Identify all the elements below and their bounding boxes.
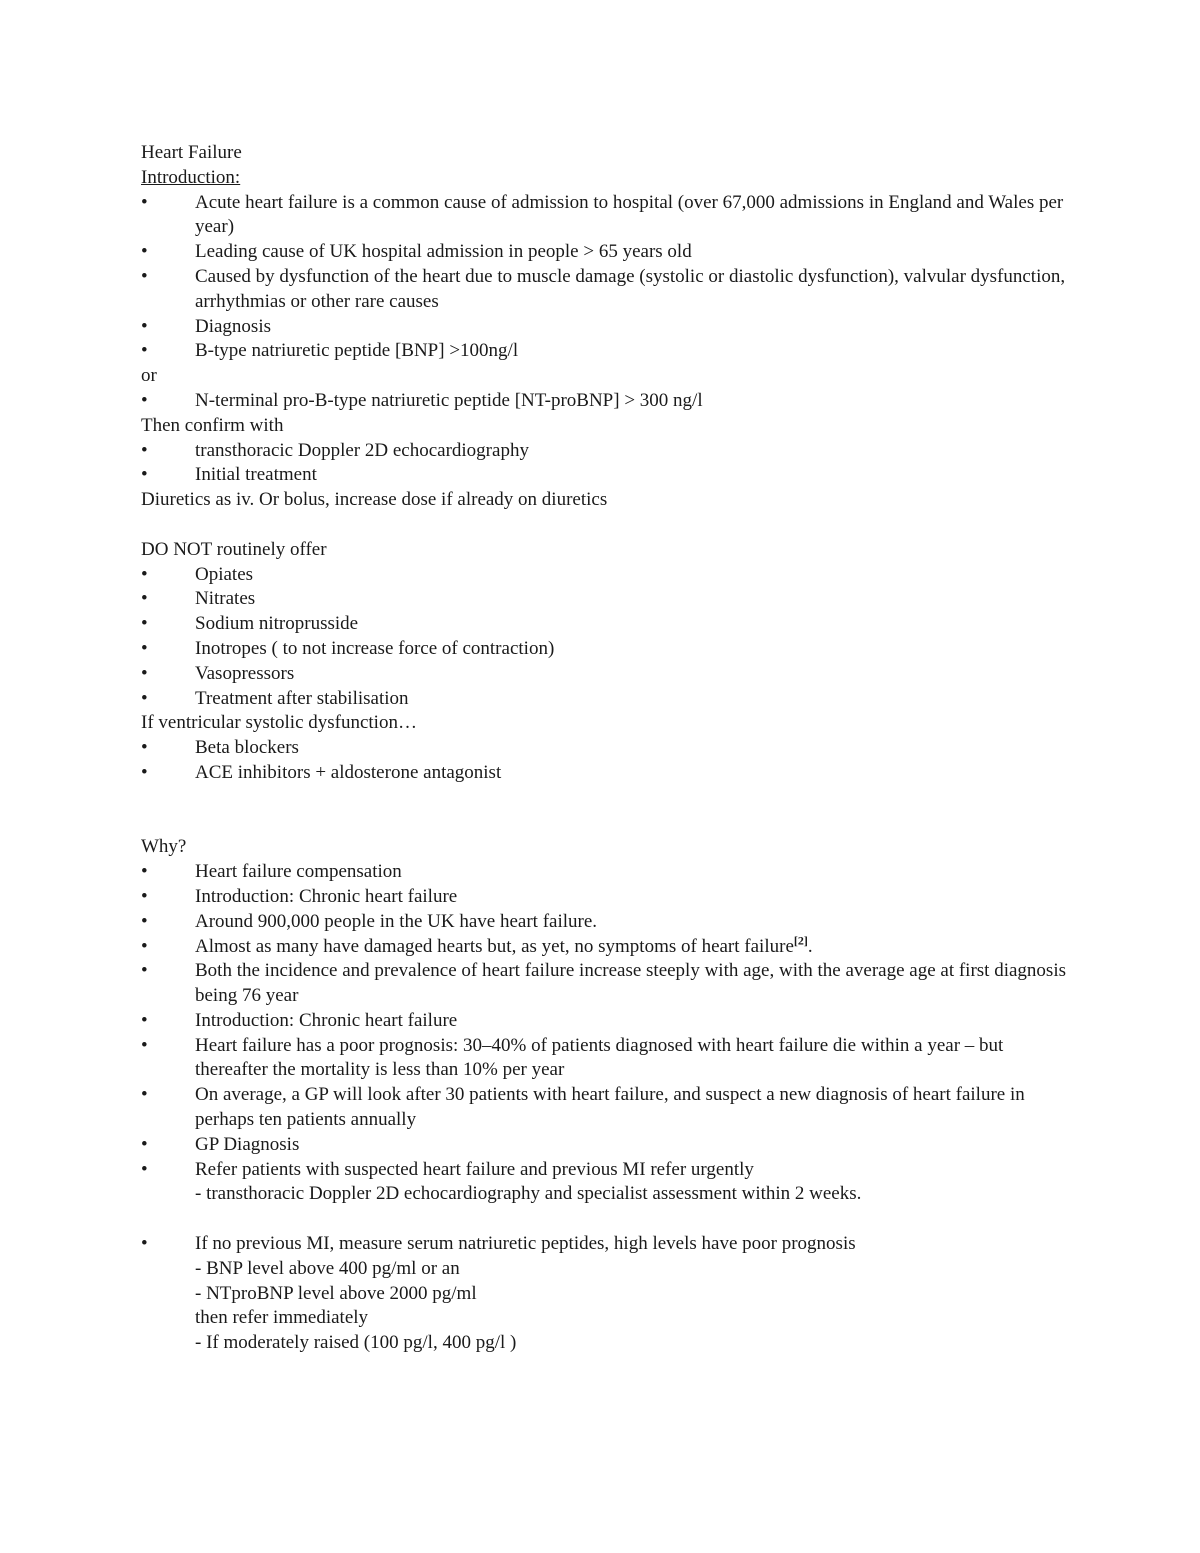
list-item: • Treatment after stabilisation <box>141 687 1066 712</box>
bullet-icon: • <box>141 960 148 982</box>
document-body <box>141 141 1066 1356</box>
bullet-icon: • <box>141 241 148 263</box>
sub-line: - If moderately raised (100 pg/l, 400 pg/l ) <box>195 1332 517 1354</box>
list-item: • Vasopressors <box>141 662 1066 687</box>
bullet-icon: • <box>141 861 148 883</box>
bullet-icon: • <box>141 662 148 684</box>
bullet-icon: • <box>141 315 148 337</box>
blank-line <box>141 786 1066 836</box>
or-text: or <box>141 365 157 387</box>
list-item: • On average, a GP will look after 30 patients with heart failure, and suspect a new diagnosis of heart failure in perhaps ten patients annually <box>141 1084 1025 1131</box>
list-item: • transthoracic Doppler 2D echocardiography <box>141 439 1066 464</box>
list-item: • Around 900,000 people in the UK have heart failure. <box>141 910 1066 935</box>
list-item: • Introduction: Chronic heart failure <box>141 885 1066 910</box>
reference-link[interactable]: [2] <box>793 933 808 948</box>
bullet-icon: • <box>141 1034 148 1056</box>
bullet-icon: • <box>141 439 148 461</box>
list-item: • Sodium nitroprusside <box>141 612 1066 637</box>
why-text: Why? <box>141 836 187 858</box>
bullet-icon: • <box>141 389 148 411</box>
list-item: • GP Diagnosis <box>141 1133 1066 1158</box>
bullet-icon: • <box>141 1009 148 1031</box>
do-not-heading: DO NOT routinely offer <box>141 538 327 560</box>
bullet-icon: • <box>141 464 148 486</box>
list-item: • Inotropes ( to not increase force of contraction) <box>141 637 1066 662</box>
blank-line <box>141 513 1066 538</box>
refer-sub-line: - transthoracic Doppler 2D echocardiography and specialist assessment within 2 weeks. <box>195 1183 862 1205</box>
list-item: • Caused by dysfunction of the heart due to muscle damage (systolic or diastolic dysfunction), valvular dysfunction, arrhythmias or other rare causes <box>141 265 1066 312</box>
bullet-icon: • <box>141 885 148 907</box>
list-item: • If no previous MI, measure serum natriuretic peptides, high levels have poor prognosis <box>141 1232 1066 1257</box>
list-item: • Heart failure compensation <box>141 860 1066 885</box>
intro-heading: Introduction: <box>141 166 241 188</box>
list-item: • Acute heart failure is a common cause of admission to hospital (over 67,000 admissions in England and Wales per year) <box>141 191 1064 238</box>
bullet-icon: • <box>141 737 148 759</box>
list-item: • Diagnosis <box>141 315 1066 340</box>
bullet-icon: • <box>141 1158 148 1180</box>
list-item: • B-type natriuretic peptide [BNP] >100ng/l <box>141 339 1066 364</box>
bullet-icon: • <box>141 613 148 635</box>
bullet-icon: • <box>141 935 148 957</box>
bullet-icon: • <box>141 687 148 709</box>
confirm-text: Then confirm with <box>141 414 284 436</box>
list-item: • Nitrates <box>141 587 1066 612</box>
bullet-icon: • <box>141 1233 148 1255</box>
document-title: Heart Failure <box>141 142 242 163</box>
bullet-icon: • <box>141 191 148 213</box>
list-item: • Opiates <box>141 563 1066 588</box>
list-item: • Beta blockers <box>141 736 1066 761</box>
if-ventricular-text: If ventricular systolic dysfunction… <box>141 712 417 734</box>
sub-line: - NTproBNP level above 2000 pg/ml <box>195 1282 477 1304</box>
bullet-icon: • <box>141 761 148 783</box>
bullet-icon: • <box>141 1084 148 1106</box>
list-item: • Initial treatment <box>141 463 1066 488</box>
sub-line: then refer immediately <box>195 1307 369 1329</box>
list-item: • N-terminal pro-B-type natriuretic peptide [NT-proBNP] > 300 ng/l <box>141 389 1066 414</box>
list-item: • Both the incidence and prevalence of heart failure increase steeply with age, with the average age at first diagnosis being 76 year <box>141 960 1066 1007</box>
bullet-icon: • <box>141 1133 148 1155</box>
list-item: • Leading cause of UK hospital admission in people > 65 years old <box>141 240 1066 265</box>
sub-line: - BNP level above 400 pg/ml or an <box>195 1257 460 1279</box>
list-item: • Almost as many have damaged hearts but, as yet, no symptoms of heart failure[2]. <box>141 935 1066 960</box>
bullet-icon: • <box>141 588 148 610</box>
diuretics-text: Diuretics as iv. Or bolus, increase dose if already on diuretics <box>141 489 608 511</box>
bullet-icon: • <box>141 265 148 287</box>
bullet-icon: • <box>141 910 148 932</box>
blank-line <box>141 1207 1066 1232</box>
list-item: • ACE inhibitors + aldosterone antagonist <box>141 761 1066 786</box>
bullet-icon: • <box>141 563 148 585</box>
bullet-icon: • <box>141 340 148 362</box>
bullet-icon: • <box>141 637 148 659</box>
list-item: • Heart failure has a poor prognosis: 30–40% of patients diagnosed with heart failure die within a year – but thereafter the mortality is less than 10% per year <box>141 1034 1004 1081</box>
list-item: • Introduction: Chronic heart failure <box>141 1009 1066 1034</box>
list-item: • Refer patients with suspected heart failure and previous MI refer urgently <box>141 1158 1066 1183</box>
